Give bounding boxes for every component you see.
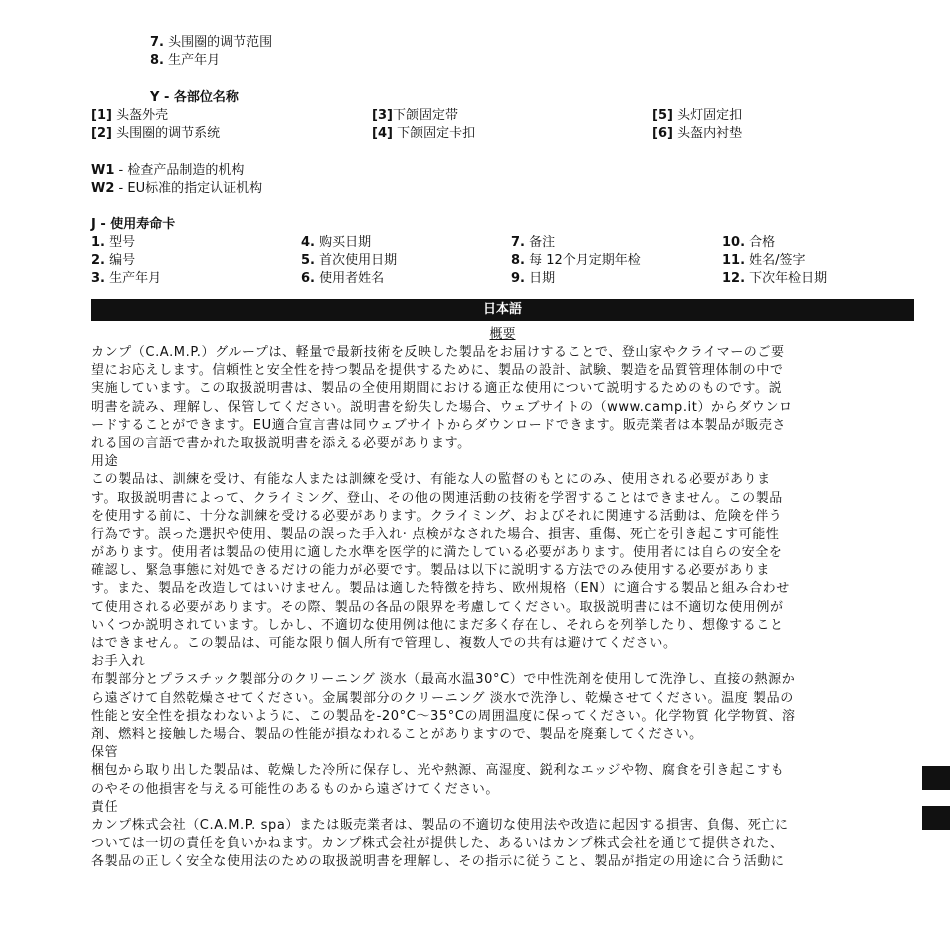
part-label: 头盔内衬垫 <box>677 126 743 141</box>
text-line: 行為です。誤った選択や使用、製品の誤った手入れ· 点検がなされた場合、損害、重傷、死亡を引き起こす可能性 <box>91 526 780 542</box>
card-label: 合格 <box>749 235 776 250</box>
card-number: 11. <box>722 253 746 268</box>
part-number: [6] <box>652 126 673 141</box>
text-line: 布製部分とプラスチック製部分のクリーニング 淡水（最高水温30°C）で中性洗剤を使用して洗浄し、直接の熱源か <box>91 672 796 688</box>
card-item <box>301 252 397 270</box>
text-line: 用途 <box>91 454 119 470</box>
table-row <box>91 125 921 143</box>
text-line: はできません。この製品は、可能な限り個人所有で管理し、複数人での共有は避けてください。 <box>91 636 677 651</box>
card-item <box>511 252 641 270</box>
language-header: 日本語 <box>91 299 914 321</box>
section-title: 概要 <box>489 327 516 342</box>
part-number: [3] <box>372 108 393 123</box>
table-row <box>91 252 921 270</box>
part-number: [1] <box>91 108 112 123</box>
card-label: 生产年月 <box>109 271 162 286</box>
table-row <box>91 270 921 288</box>
table-row <box>91 234 921 252</box>
text-line: 梱包から取り出した製品は、乾燥した冷所に保存し、光や熱源、高湿度、鋭利なエッジや物、腐食を引き起こすも <box>91 763 785 779</box>
list-text: 头围圈的调节范围 <box>168 35 273 50</box>
part-label: 下颌固定带 <box>392 108 458 123</box>
card-number: 5. <box>301 253 315 268</box>
text-line: 性能と安全性を損なわないように、この製品を-20°C〜35°Cの周囲温度に保ってください。化学物質 化学物質、溶 <box>91 708 796 724</box>
card-label: 编号 <box>109 253 136 268</box>
card-item <box>511 234 555 252</box>
text-line: 実施しています。この取扱説明書は、製品の全使用期間における適正な使用について説明するためのものです。説 <box>91 381 783 397</box>
text-line: 各製品の正しく安全な使用法のための取扱説明書を理解し、その指示に従うこと、製品が指定の用途に合う活動に <box>91 854 785 870</box>
part-number: [2] <box>91 126 112 141</box>
page-tab-marker <box>922 766 950 790</box>
list-number: 7. <box>150 35 164 50</box>
text-line: ついては一切の責任を負いかねます。カンプ株式会社が提供した、あるいはカンプ株式会社を通じて提供された、 <box>91 836 784 852</box>
list-text: 生产年月 <box>168 53 221 68</box>
table-row <box>91 107 921 125</box>
section-y-title: Y - 各部位名称 <box>150 90 239 105</box>
text-line: 剤、燃料と接触した場合、製品の性能が損なわれることがありますので、製品を廃棄してください。 <box>91 726 703 742</box>
card-label: 使用者姓名 <box>319 271 385 286</box>
part-item <box>652 125 742 143</box>
text-line: この製品は、訓練を受け、有能な人または訓練を受け、有能な人の監督のもとにのみ、使用される必要がありま <box>91 472 771 488</box>
text-line: 明書を読み、理解し、保管してください。説明書を紛失した場合、ウェブサイトの（www.camp.it）からダウンロ <box>91 399 793 415</box>
text-line: ら遠ざけて自然乾燥させてください。金属製部分のクリーニング 淡水で洗浄し、乾燥させてください。温度 製品の <box>91 690 794 706</box>
card-item <box>722 270 827 288</box>
card-number: 9. <box>511 271 525 286</box>
part-item <box>652 107 742 125</box>
card-number: 1. <box>91 235 105 250</box>
card-item <box>301 234 371 252</box>
text-line: カンプ株式会社（C.A.M.P. spa）または販売業者は、製品の不適切な使用法や改造に起因する損害、負傷、死亡に <box>91 817 789 833</box>
card-number: 12. <box>722 271 746 286</box>
part-item <box>372 125 475 143</box>
part-item <box>91 125 220 143</box>
text-line: す。また、製品を改造してはいけません。製品は適した特徴を持ち、欧州規格（EN）に適合する製品と組み合わせ <box>91 581 790 597</box>
text-line: て使用される必要があります。その際、製品の各品の限界を考慮してください。取扱説明書には不適切な使用例が <box>91 599 784 615</box>
card-label: 姓名/签字 <box>749 253 806 268</box>
section-j-title: J - 使用寿命卡 <box>91 217 176 232</box>
w-text: - EU标准的指定认证机构 <box>118 181 263 196</box>
w-text: - 检查产品制造的机构 <box>118 163 245 178</box>
text-line: いくつか説明されています。しかし、不適切な使用例は他にまだ多く存在し、それらを列挙したり、想像すること <box>91 617 784 633</box>
part-label: 下颌固定卡扣 <box>397 126 476 141</box>
card-item <box>91 270 161 288</box>
text-line: 保管 <box>91 745 119 761</box>
card-label: 首次使用日期 <box>319 253 398 268</box>
card-item <box>91 234 135 252</box>
card-number: 4. <box>301 235 315 250</box>
card-item <box>301 270 384 288</box>
section-j-card <box>91 234 921 288</box>
card-label: 购买日期 <box>319 235 372 250</box>
card-label: 日期 <box>529 271 556 286</box>
card-item <box>722 252 806 270</box>
part-label: 头围圈的调节系统 <box>116 126 221 141</box>
text-line: お手入れ <box>91 654 146 670</box>
list-item <box>150 52 220 70</box>
text-line: 責任 <box>91 799 119 815</box>
card-number: 2. <box>91 253 105 268</box>
part-item <box>91 107 168 125</box>
card-number: 7. <box>511 235 525 250</box>
card-label: 备注 <box>529 235 556 250</box>
text-line: カンプ（C.A.M.P.）グループは、軽量で最新技術を反映した製品をお届けすることで、登山家やクライマーのご要 <box>91 345 785 360</box>
card-number: 6. <box>301 271 315 286</box>
body-text <box>91 344 914 871</box>
w-item <box>91 162 244 180</box>
w-code: W2 <box>91 181 115 196</box>
card-item <box>511 270 555 288</box>
section-y-parts <box>91 107 921 143</box>
text-line: 確認し、緊急事態に対処できるだけの能力が必要です。製品は以下に説明する方法でのみ使用する必要がありま <box>91 563 770 579</box>
page-tab-marker <box>922 806 950 830</box>
text-line: のやその他損害を与える可能性のあるものから遠ざけてください。 <box>91 781 500 797</box>
part-number: [5] <box>652 108 673 123</box>
card-number: 3. <box>91 271 105 286</box>
card-label: 下次年检日期 <box>749 271 828 286</box>
part-item <box>372 107 458 125</box>
text-line: す。取扱説明書によって、クライミング、登山、その他の関連活動の技術を学習することはできません。この製品 <box>91 490 783 506</box>
part-label: 头灯固定扣 <box>677 108 743 123</box>
text-line: ードすることができます。EU適合宣言書は同ウェブサイトからダウンロードできます。販売業者は本製品が販売さ <box>91 417 787 433</box>
card-item <box>91 252 135 270</box>
card-number: 8. <box>511 253 525 268</box>
part-number: [4] <box>372 126 393 141</box>
card-number: 10. <box>722 235 746 250</box>
card-item <box>722 234 775 252</box>
text-line: を使用する前に、十分な訓練を受ける必要があります。クライミング、およびそれに関連する活動は、危険を伴う <box>91 508 783 524</box>
text-line: があります。使用者は製品の使用に適した水準を医学的に満たしている必要があります。使用者には自らの安全を <box>91 545 783 561</box>
card-label: 每 12个月定期年检 <box>529 253 641 268</box>
w-item <box>91 180 262 198</box>
part-label: 头盔外壳 <box>116 108 169 123</box>
list-number: 8. <box>150 53 164 68</box>
w-code: W1 <box>91 163 115 178</box>
card-label: 型号 <box>109 235 136 250</box>
text-line: れる国の言語で書かれた取扱説明書を添える必要があります。 <box>91 435 471 451</box>
list-item <box>150 34 272 52</box>
text-line: 望にお応えします。信頼性と安全性を持つ製品を提供するために、製品の設計、試験、製造を品質管理体制の中で <box>91 363 784 379</box>
